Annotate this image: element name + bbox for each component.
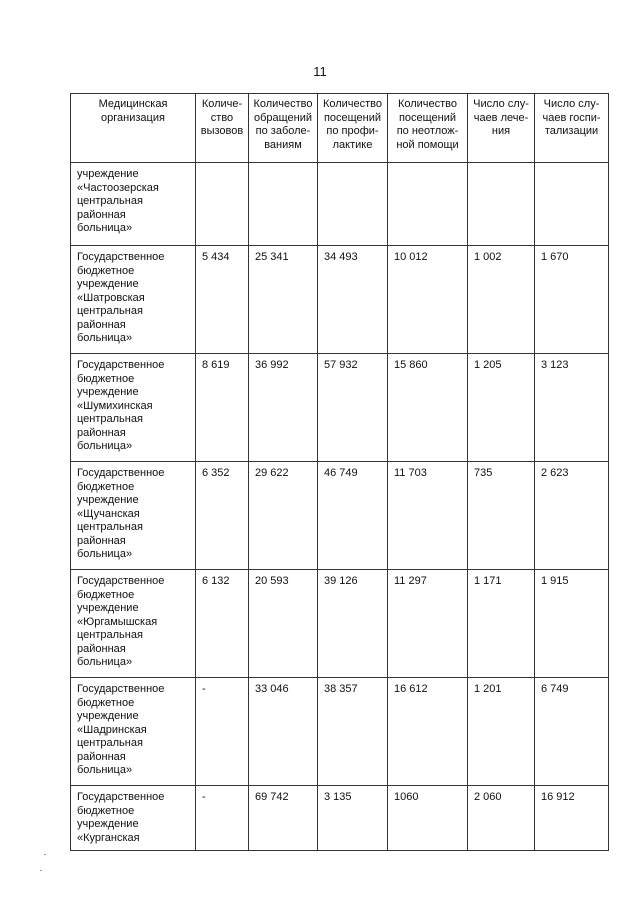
header-emergency-visits: Количество посещений по неотлож- ной помощи [388,94,468,163]
header-treatment-cases: Число слу- чаев лече- ния [468,94,535,163]
header-disease-visits: Количество обращений по заболе- ваниям [249,94,318,163]
page-number: 11 [313,64,327,79]
organization-name: Государственное бюджетное учреждение «Шадринская центральная районная больница» [71,678,196,786]
table-row [71,354,609,462]
treatment-cases: 1 205 [468,354,535,462]
hospitalization-cases: 1 915 [535,570,609,678]
hospitalization-cases: 16 912 [535,786,609,851]
calls-count: 6 132 [196,570,249,678]
disease-visits: 20 593 [249,570,318,678]
hospitalization-cases: 3 123 [535,354,609,462]
treatment-cases: 2 060 [468,786,535,851]
preventive-visits: 39 126 [318,570,388,678]
header-calls-count: Количе- ство вызовов [196,94,249,163]
table-row [71,246,609,354]
scan-speck [40,870,42,871]
organization-name: Государственное бюджетное учреждение «Курганская [71,786,196,851]
table-row [71,786,609,851]
treatment-cases: 1 002 [468,246,535,354]
disease-visits [249,163,318,246]
table-header-row [71,94,609,163]
table-row [71,163,609,246]
emergency-visits: 10 012 [388,246,468,354]
disease-visits: 25 341 [249,246,318,354]
calls-count: 5 434 [196,246,249,354]
preventive-visits: 3 135 [318,786,388,851]
preventive-visits: 46 749 [318,462,388,570]
scan-speck [44,854,46,855]
calls-count: 8 619 [196,354,249,462]
emergency-visits: 16 612 [388,678,468,786]
treatment-cases [468,163,535,246]
organization-name: Государственное бюджетное учреждение «Шумихинская центральная районная больница» [71,354,196,462]
hospitalization-cases: 2 623 [535,462,609,570]
disease-visits: 36 992 [249,354,318,462]
header-hospitalization-cases: Число слу- чаев госпи- тализации [535,94,609,163]
calls-count: - [196,678,249,786]
calls-count: 6 352 [196,462,249,570]
disease-visits: 29 622 [249,462,318,570]
organization-name: учреждение «Частоозерская центральная районная больница» [71,163,196,246]
emergency-visits: 15 860 [388,354,468,462]
treatment-cases: 1 201 [468,678,535,786]
calls-count: - [196,786,249,851]
preventive-visits: 57 932 [318,354,388,462]
calls-count [196,163,249,246]
hospitalization-cases: 1 670 [535,246,609,354]
emergency-visits: 1060 [388,786,468,851]
preventive-visits [318,163,388,246]
organization-name: Государственное бюджетное учреждение «Юргамышская центральная районная больница» [71,570,196,678]
table-row [71,678,609,786]
organization-name: Государственное бюджетное учреждение «Шатровская центральная районная больница» [71,246,196,354]
emergency-visits [388,163,468,246]
header-preventive-visits: Количество посещений по профи- лактике [318,94,388,163]
table-row [71,570,609,678]
preventive-visits: 34 493 [318,246,388,354]
organization-name: Государственное бюджетное учреждение «Щучанская центральная районная больница» [71,462,196,570]
hospitalization-cases [535,163,609,246]
emergency-visits: 11 703 [388,462,468,570]
disease-visits: 33 046 [249,678,318,786]
preventive-visits: 38 357 [318,678,388,786]
disease-visits: 69 742 [249,786,318,851]
medical-statistics-table [70,93,609,851]
table-row [71,462,609,570]
hospitalization-cases: 6 749 [535,678,609,786]
emergency-visits: 11 297 [388,570,468,678]
treatment-cases: 735 [468,462,535,570]
treatment-cases: 1 171 [468,570,535,678]
header-medical-organization: Медицинская организация [71,94,196,163]
